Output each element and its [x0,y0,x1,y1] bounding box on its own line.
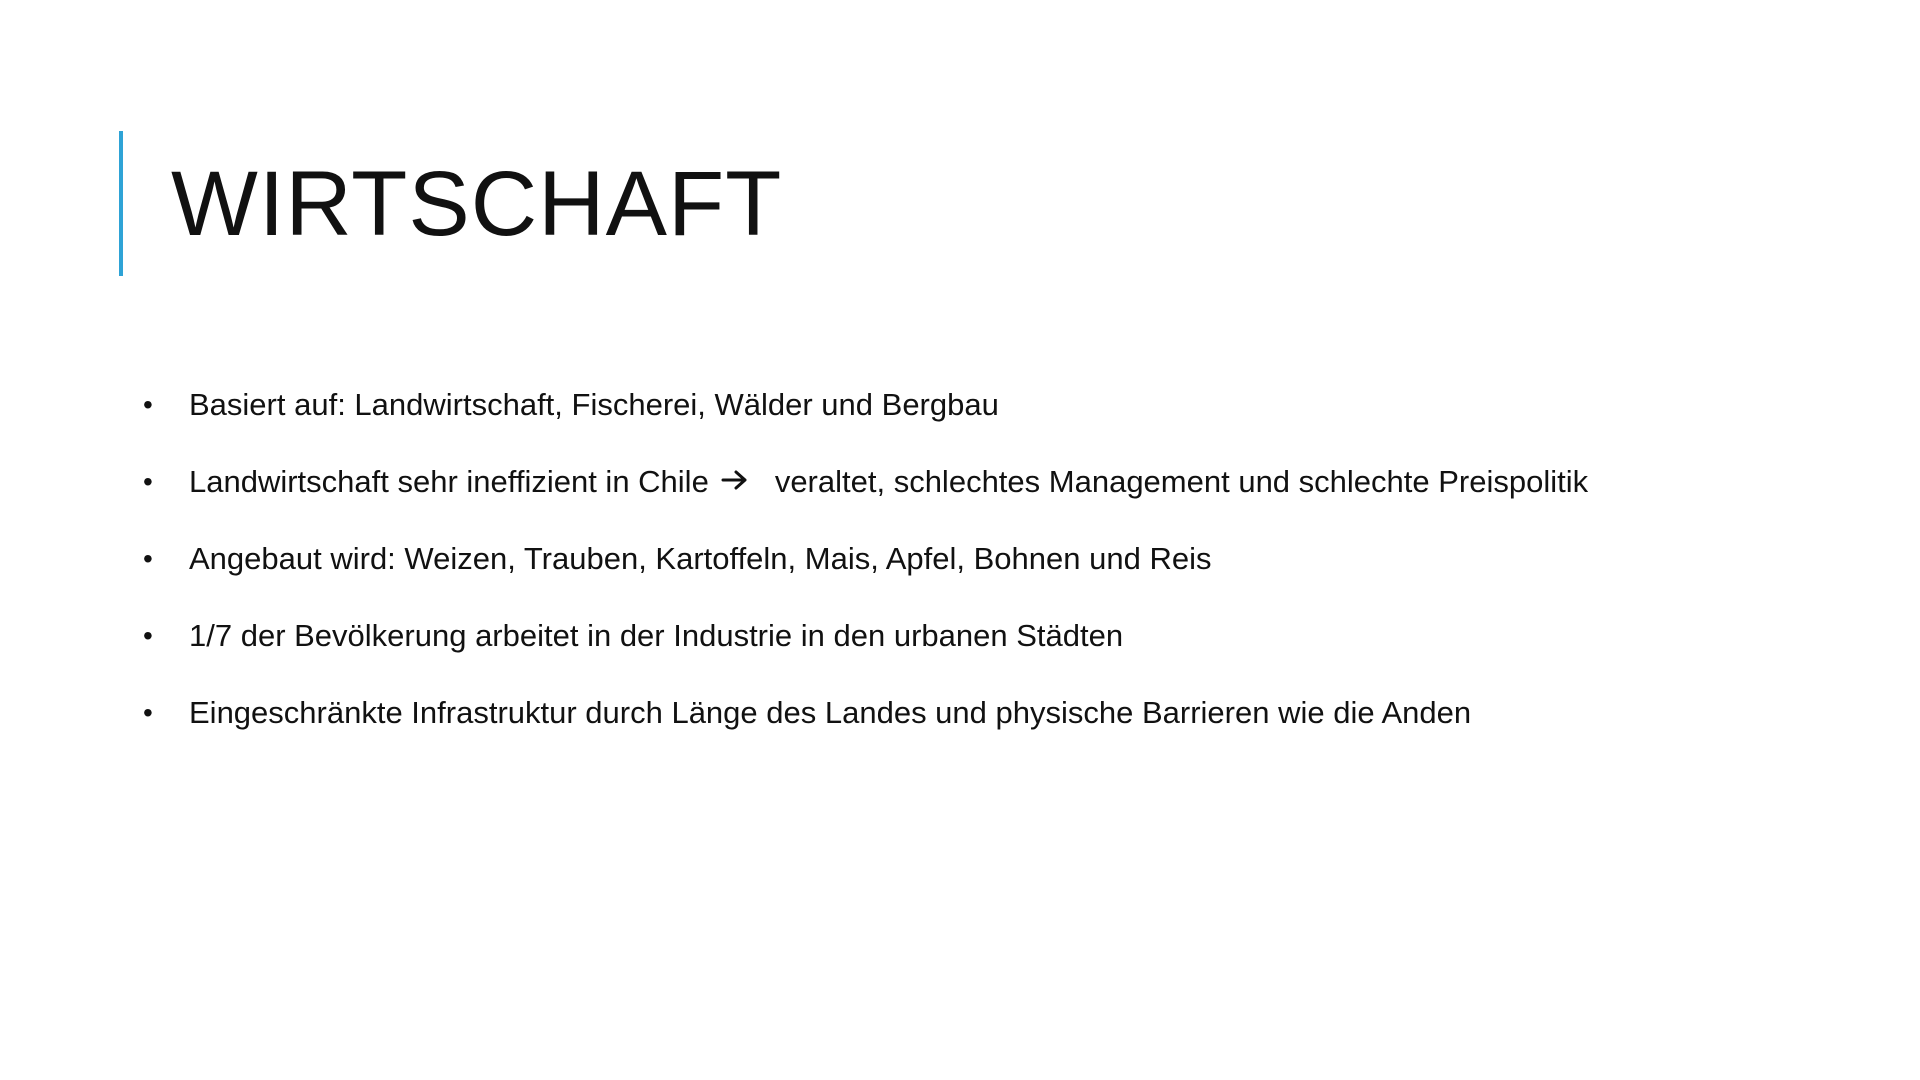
bullet-text: 1/7 der Bevölkerung arbeitet in der Industrie in den urbanen Städten [189,618,1124,653]
list-item [143,674,1588,751]
bullet-dot-icon: • [143,465,153,497]
bullet-text: Eingeschränkte Infrastruktur durch Länge des Landes und physische Barrieren wie die Anden [189,695,1472,730]
list-item [143,520,1588,597]
title-accent-bar [119,131,123,276]
arrow-right-icon [721,466,749,497]
slide-title: WIRTSCHAFT [171,153,783,255]
list-item [143,366,1588,443]
bullet-list [143,366,1588,751]
bullet-dot-icon: • [143,619,153,651]
bullet-text: Basiert auf: Landwirtschaft, Fischerei, Wälder und Bergbau [189,387,999,422]
bullet-dot-icon: • [143,388,153,420]
bullet-text: Angebaut wird: Weizen, Trauben, Kartoffeln, Mais, Apfel, Bohnen und Reis [189,541,1212,576]
bullet-dot-icon: • [143,542,153,574]
bullet-dot-icon: • [143,696,153,728]
bullet-text-continuation: veraltet, schlechtes Management und schlechte Preispolitik [774,464,1589,499]
list-item [143,597,1588,674]
bullet-text: Landwirtschaft sehr ineffizient in Chile [189,464,709,499]
list-item [143,443,1588,520]
